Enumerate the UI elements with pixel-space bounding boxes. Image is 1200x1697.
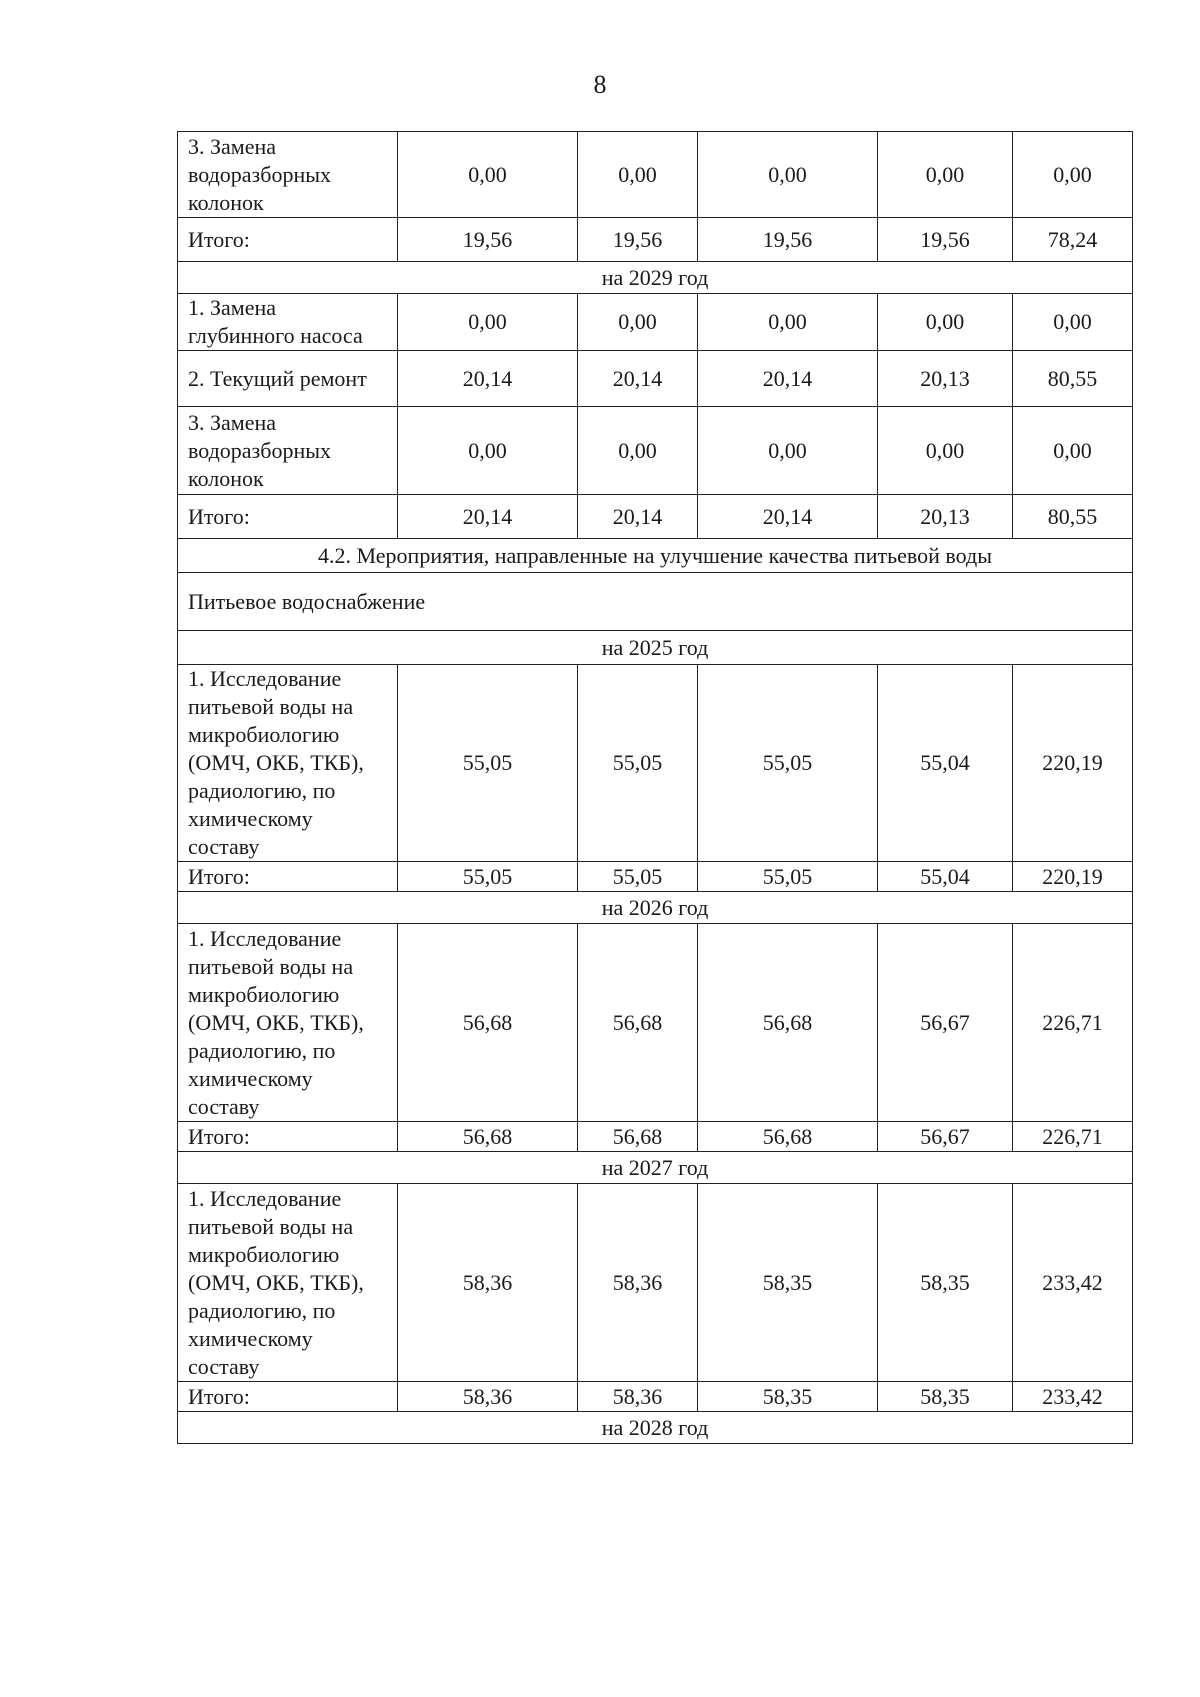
section-heading-row [178,892,1133,924]
total-row [178,218,1133,262]
value-cell: 58,36 [398,1184,578,1382]
value-cell: 58,36 [398,1382,578,1412]
value-cell: 56,68 [398,1122,578,1152]
value-cell: 20,13 [878,351,1013,407]
value-cell: 233,42 [1013,1382,1133,1412]
value-cell: 55,04 [878,665,1013,862]
value-cell: 0,00 [878,132,1013,218]
value-cell: 20,14 [398,495,578,539]
table-row [178,351,1133,407]
value-cell: 55,05 [578,665,698,862]
total-row [178,1122,1133,1152]
section-heading-row [178,262,1133,294]
value-cell: 56,68 [698,1122,878,1152]
value-cell: 0,00 [1013,132,1133,218]
value-cell: 20,14 [578,351,698,407]
value-cell: 226,71 [1013,924,1133,1122]
section-heading-row [178,1412,1133,1444]
value-cell: 56,67 [878,924,1013,1122]
section-heading-row [178,1152,1133,1184]
value-cell: 0,00 [698,132,878,218]
value-cell: 80,55 [1013,351,1133,407]
value-cell: 55,05 [398,665,578,862]
value-cell: 0,00 [698,294,878,351]
total-row [178,495,1133,539]
section-heading: на 2025 год [178,631,1133,665]
page-number: 8 [593,70,607,99]
value-cell: 58,35 [878,1382,1013,1412]
value-cell: 56,68 [578,1122,698,1152]
value-cell: 55,05 [398,862,578,892]
value-cell: 80,55 [1013,495,1133,539]
activity-name: 1. Исследование питьевой воды на микробиологию (ОМЧ, ОКБ, ТКБ), радиологию, по химическому составу [178,665,398,862]
value-cell: 58,35 [698,1184,878,1382]
value-cell: 58,35 [878,1184,1013,1382]
value-cell: 0,00 [878,294,1013,351]
value-cell: 19,56 [878,218,1013,262]
section-heading-row [178,539,1133,573]
value-cell: 19,56 [698,218,878,262]
table-row [178,665,1133,862]
activity-name: 3. Замена водоразборных колонок [178,407,398,495]
value-cell: 56,68 [698,924,878,1122]
value-cell: 55,05 [698,665,878,862]
activity-name: 3. Замена водоразборных колонок [178,132,398,218]
value-cell: 233,42 [1013,1184,1133,1382]
total-row [178,862,1133,892]
table-row [178,132,1133,218]
value-cell: 56,67 [878,1122,1013,1152]
total-label: Итого: [178,1382,398,1412]
activity-name: 1. Исследование питьевой воды на микробиологию (ОМЧ, ОКБ, ТКБ), радиологию, по химическому составу [178,924,398,1122]
total-row [178,1382,1133,1412]
value-cell: 55,05 [698,862,878,892]
table-row [178,407,1133,495]
activity-name: 1. Исследование питьевой воды на микробиологию (ОМЧ, ОКБ, ТКБ), радиологию, по химическому составу [178,1184,398,1382]
value-cell: 19,56 [398,218,578,262]
value-cell: 0,00 [398,407,578,495]
value-cell: 0,00 [398,294,578,351]
value-cell: 20,14 [698,495,878,539]
value-cell: 55,04 [878,862,1013,892]
section-heading-row [178,631,1133,665]
section-subheading-row [178,573,1133,631]
value-cell: 58,35 [698,1382,878,1412]
total-label: Итого: [178,862,398,892]
value-cell: 0,00 [878,407,1013,495]
section-heading: на 2029 год [178,262,1133,294]
section-heading: 4.2. Мероприятия, направленные на улучшение качества питьевой воды [178,539,1133,573]
total-label: Итого: [178,1122,398,1152]
budget-table [177,131,1133,1444]
value-cell: 220,19 [1013,665,1133,862]
section-heading: на 2028 год [178,1412,1133,1444]
value-cell: 226,71 [1013,1122,1133,1152]
value-cell: 58,36 [578,1382,698,1412]
section-subheading: Питьевое водоснабжение [178,573,1133,631]
table-row [178,294,1133,351]
value-cell: 0,00 [578,294,698,351]
value-cell: 0,00 [578,132,698,218]
value-cell: 20,14 [578,495,698,539]
value-cell: 19,56 [578,218,698,262]
value-cell: 20,14 [698,351,878,407]
value-cell: 0,00 [398,132,578,218]
table-row [178,924,1133,1122]
value-cell: 56,68 [398,924,578,1122]
value-cell: 0,00 [1013,407,1133,495]
value-cell: 58,36 [578,1184,698,1382]
activity-name: 1. Замена глубинного насоса [178,294,398,351]
value-cell: 55,05 [578,862,698,892]
total-label: Итого: [178,218,398,262]
activity-name: 2. Текущий ремонт [178,351,398,407]
total-label: Итого: [178,495,398,539]
value-cell: 78,24 [1013,218,1133,262]
section-heading: на 2026 год [178,892,1133,924]
table-row [178,1184,1133,1382]
value-cell: 0,00 [698,407,878,495]
value-cell: 56,68 [578,924,698,1122]
value-cell: 0,00 [578,407,698,495]
value-cell: 0,00 [1013,294,1133,351]
value-cell: 20,14 [398,351,578,407]
value-cell: 20,13 [878,495,1013,539]
section-heading: на 2027 год [178,1152,1133,1184]
value-cell: 220,19 [1013,862,1133,892]
